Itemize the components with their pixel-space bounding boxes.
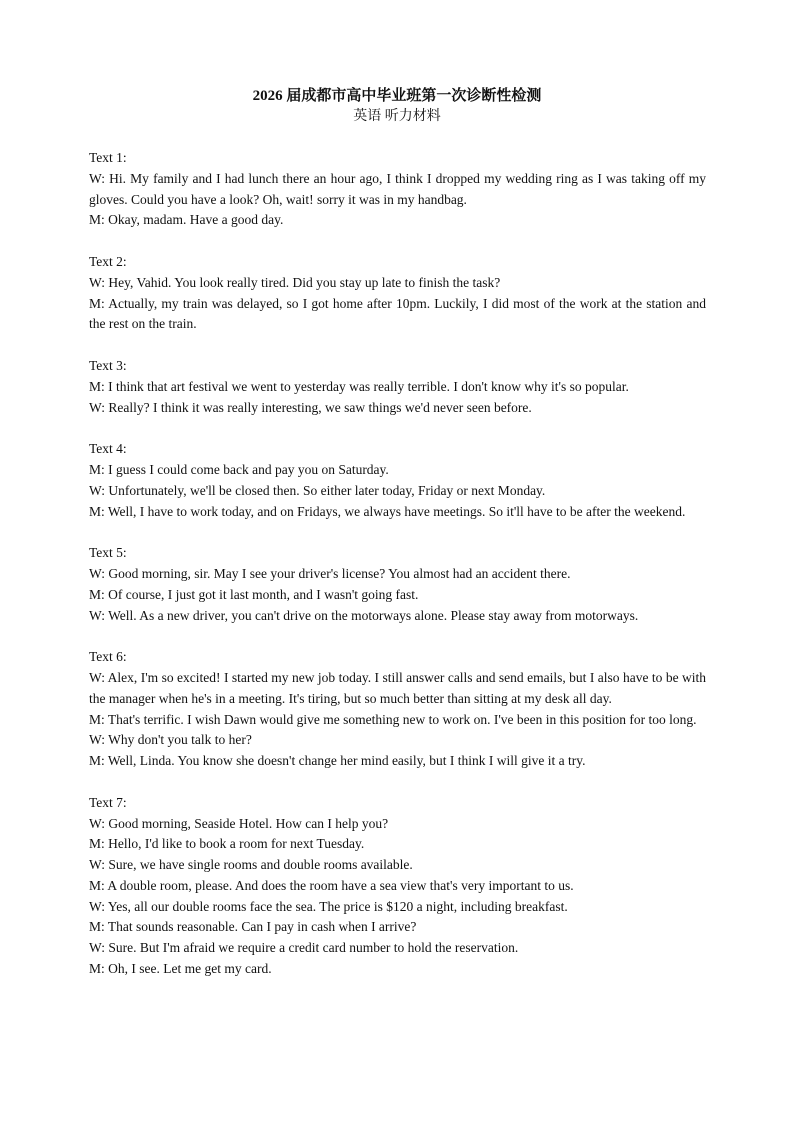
dialogue-line: M: I guess I could come back and pay you on Saturday. — [89, 461, 389, 477]
dialogue-line: M: Well, I have to work today, and on Fridays, we always have meetings. So it'll have to be after the weekend. — [89, 503, 686, 519]
dialogue-line: W: Good morning, Seaside Hotel. How can I help you? — [89, 815, 389, 831]
dialogue-line: W: Hey, Vahid. You look really tired. Did you stay up late to finish the task? — [89, 274, 501, 290]
text-section-2 — [89, 252, 706, 335]
dialogue-line: W: Sure, we have single rooms and double rooms available. — [89, 857, 413, 873]
dialogue-line: M: That's terrific. I wish Dawn would give me something new to work on. I've been in this position for too long. — [89, 711, 697, 727]
dialogue-line: M: That sounds reasonable. Can I pay in cash when I arrive? — [89, 919, 417, 935]
text-section-5 — [89, 543, 706, 626]
dialogue-line: M: Oh, I see. Let me get my card. — [89, 961, 272, 977]
text-heading: Text 2: — [89, 253, 127, 269]
text-heading: Text 5: — [89, 545, 127, 561]
text-section-1 — [89, 148, 706, 231]
dialogue-line: W: Why don't you talk to her? — [89, 732, 252, 748]
dialogue-line: M: A double room, please. And does the room have a sea view that's very important to us. — [89, 877, 574, 893]
dialogue-line: M: Of course, I just got it last month, and I wasn't going fast. — [89, 586, 419, 602]
text-section-4 — [89, 439, 706, 522]
document-header — [0, 86, 794, 127]
dialogue-line: M: Hello, I'd like to book a room for next Tuesday. — [89, 836, 365, 852]
document-subtitle: 英语 听力材料 — [353, 109, 441, 124]
text-heading: Text 4: — [89, 441, 127, 457]
text-heading: Text 6: — [89, 649, 127, 665]
dialogue-line: W: Hi. My family and I had lunch there an hour ago, I think I dropped my wedding ring as I was taking off my gloves. Could you have a look? Oh, wait! sorry it was in my handbag. — [89, 170, 706, 207]
dialogue-line: W: Unfortunately, we'll be closed then. So either later today, Friday or next Monday. — [89, 482, 546, 498]
text-section-7 — [89, 793, 706, 980]
dialogue-line: W: Well. As a new driver, you can't drive on the motorways alone. Please stay away from motorways. — [89, 607, 639, 623]
text-heading: Text 7: — [89, 794, 127, 810]
text-section-6 — [89, 647, 706, 772]
text-heading: Text 1: — [89, 150, 127, 165]
text-section-3 — [89, 356, 706, 418]
dialogue-line: W: Alex, I'm so excited! I started my new job today. I still answer calls and send emails, but I also have to be with the manager when he's in a meeting. It's tiring, but so much better than sitting at my desk all day. — [89, 669, 706, 706]
dialogue-line: W: Sure. But I'm afraid we require a credit card number to hold the reservation. — [89, 940, 519, 956]
transcript-body — [89, 148, 706, 1001]
dialogue-line: M: Okay, madam. Have a good day. — [89, 212, 284, 228]
dialogue-line: M: Actually, my train was delayed, so I got home after 10pm. Luckily, I did most of the work at the station and the rest on the train. — [89, 295, 706, 332]
dialogue-line: M: I think that art festival we went to yesterday was really terrible. I don't know why it's so popular. — [89, 378, 629, 394]
dialogue-line: W: Good morning, sir. May I see your driver's license? You almost had an accident there. — [89, 565, 571, 581]
text-heading: Text 3: — [89, 357, 127, 373]
dialogue-line: M: Well, Linda. You know she doesn't change her mind easily, but I think I will give it a try. — [89, 753, 586, 769]
dialogue-line: W: Really? I think it was really interesting, we saw things we'd never seen before. — [89, 399, 532, 415]
dialogue-line: W: Yes, all our double rooms face the sea. The price is $120 a night, including breakfast. — [89, 898, 568, 914]
document-title: 2026 届成都市高中毕业班第一次诊断性检测 — [252, 88, 542, 104]
